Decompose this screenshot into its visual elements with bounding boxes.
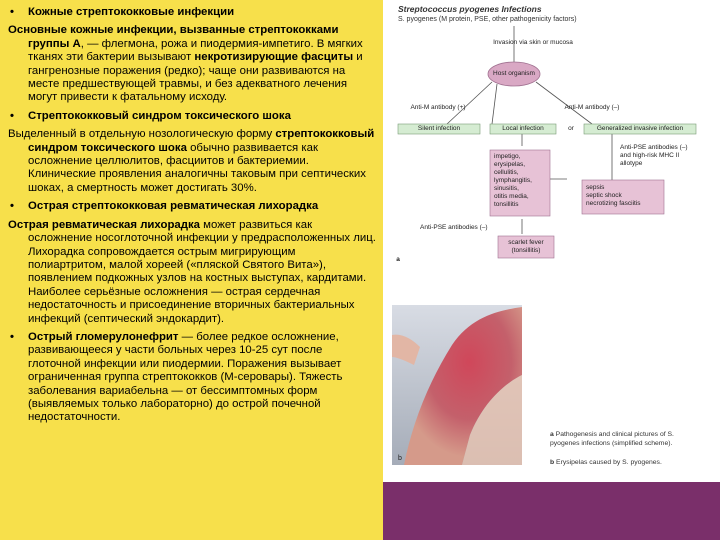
erysipelas-photo [392,305,522,465]
paragraph-rheumatic [8,219,376,326]
arm-illustration [392,305,522,465]
heading-glomerulonephritis: Острый гломерулонефрит [28,330,179,343]
bullet-rheumatic-fever [8,200,376,213]
anti-pse-right-label: Anti-PSE antibodies (–) and high-risk MHC II allotype [620,144,688,167]
text-fragment: — более редкое осложнение, развивающееся у части больных через 10-25 сут после глоточной инфекции или пиодермии. Поражения вызывает ограниченная группа стрептококков (М-серовары). Тяжесть заболевания вариабельна — от бессимптомных форм (выявляемых только лабораторно) до острой почечной недостаточности. [28,330,343,424]
panel-label-b: b [398,455,402,462]
list-item: tonsillitis [494,201,519,208]
paragraph-skin [8,24,376,104]
text-fragment: Выделенный в отдельную нозологическую форму [8,128,276,141]
silent-node-label: Silent infection [417,125,461,132]
caption-a-letter: a [550,431,554,438]
host-node-label: Host organism [493,70,535,77]
list-item: cellulitis, [494,169,519,176]
heading-skin: Кожные стрептококковые инфекции [28,6,235,18]
list-item: necrotizing fasciitis [586,200,641,207]
diagram-title: Streptococcus pyogenes Infections [398,4,542,14]
local-node-label: Local infection [502,125,544,132]
scarlet-label: scarlet fever (tonsillitis) [508,239,544,254]
heading-toxic-shock: Стрептококковый синдром токсического шока [28,109,291,122]
caption-b-text: Erysipelas caused by S. pyogenes. [556,459,662,466]
list-item: sepsis [586,184,605,191]
bullet-skin-infections [8,6,376,19]
generalized-node-label: Generalized invasive infection [596,125,684,132]
caption-b [550,458,698,467]
text-fragment: , — флегмона, рожа и пиодермия-импетиго. В мягких тканях эти бактерии вызывают [28,37,363,64]
term-group-a: Основные кожные инфекции, вызванные стрептококками группы А [8,24,339,50]
list-item: impetigo, [494,153,521,160]
list-item: lymphangitis, [494,177,532,184]
text-fragment: обычно развивается как осложнение целлюлитов, фасциитов и бактериемии. Клинические проявления аналогичны таковым при септических шоках, а смертность может достигать 30%. [28,141,366,194]
list-item: septic shock [586,192,622,199]
text-content [8,6,376,430]
caption-a-text: Pathogenesis and clinical pictures of S. pyogenes infections (simplified scheme). [550,431,674,447]
caption-a [550,430,698,448]
anti-m-plus-label: Anti-M antibody (+) [410,104,466,111]
caption-b-letter: b [550,459,555,466]
anti-m-minus-label: Anti-M antibody (–) [564,104,620,111]
diagram-subtitle: S. pyogenes (M protein, PSE, other pathogenicity factors) [398,16,577,23]
decorative-bar [383,482,720,540]
local-list [494,153,548,209]
heading-rheumatic: Острая стрептококковая ревматическая лихорадка [28,200,319,213]
paragraph-toxic-shock [8,128,376,195]
term-fasciitis: некротизирующие фасциты [194,51,354,64]
invasion-label: Invasion via skin or mucosa [493,39,573,46]
anti-pse-left-label: Anti-PSE antibodies (–) [420,224,488,231]
text-fragment: может развиться как осложнение носоглоточной инфекции у предрасположенных лиц. Лихорадка сопровождается острым мигрирующим полиартритом, малой хореей («пляской Святого Вита»), появлением подкожных узлов на костных выступах, кардитами. Наиболее серьёзные осложнения — острая сердечная недостаточность и присоединение вторичных бактериальных инфекций (септический эндокардит). [28,218,376,325]
bullet-toxic-shock [8,110,376,123]
bullet-glomerulonephritis [8,331,376,425]
or-label: or [568,125,574,132]
panel-label-a: a [396,256,400,263]
term-rheumatic: Острая ревматическая лихорадка [8,218,200,231]
list-item: otitis media, [494,193,529,200]
list-item: sinusitis, [494,185,519,192]
text-fragment: и гангренозные поражения (редко); чаще они развиваются на месте предшествующей травмы, и без адекватного лечения могут привести к фатальному исходу. [28,51,363,104]
term-toxic-shock: стрептококковый синдром токсического шока [28,128,375,154]
list-item: erysipelas, [494,161,526,168]
sepsis-list [586,184,662,208]
